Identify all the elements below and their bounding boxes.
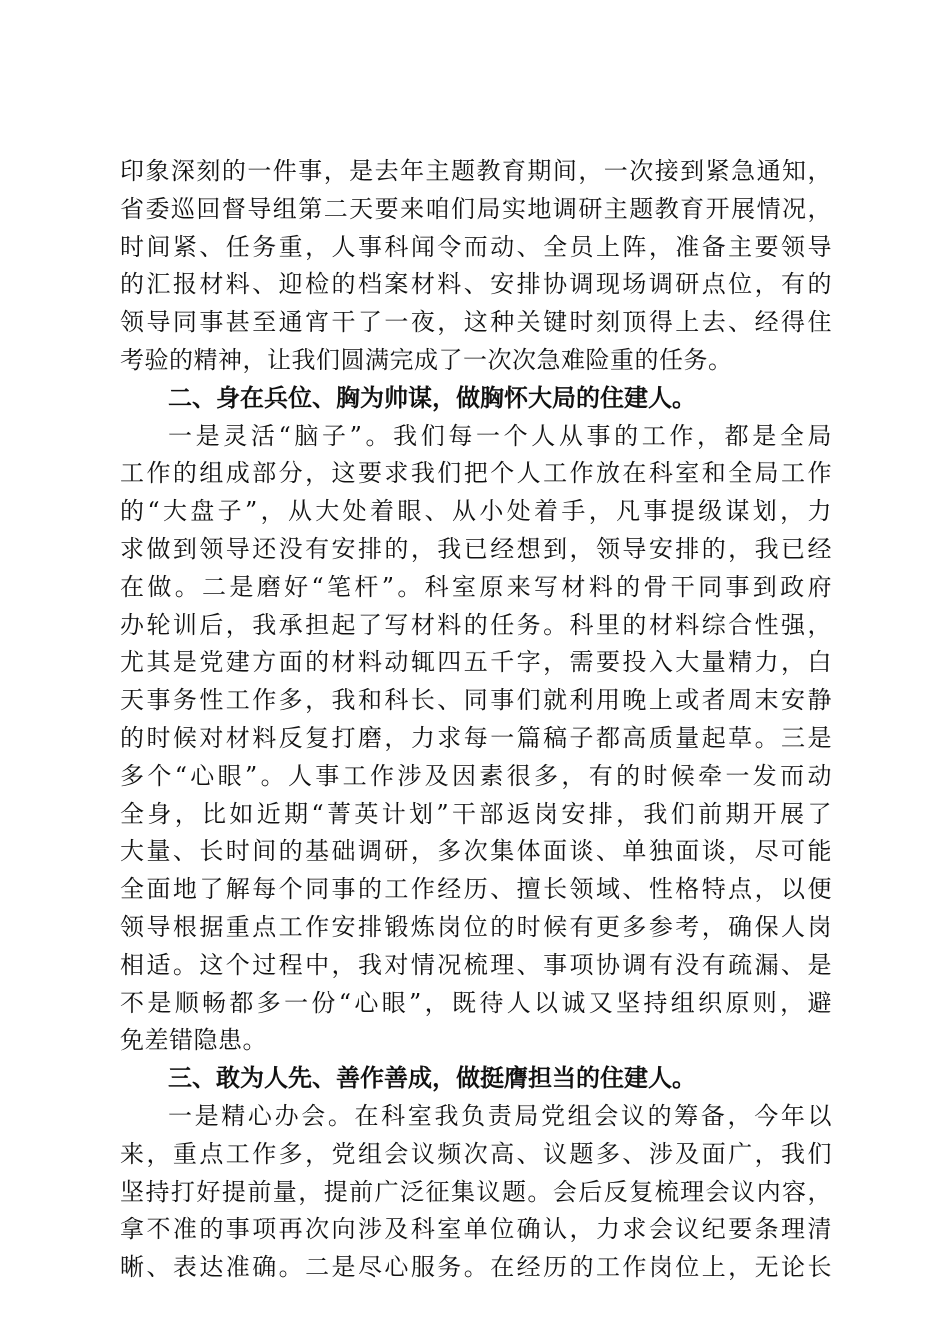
text-line: 时间紧、任务重，人事科闻令而动、全员上阵，准备主要领导 bbox=[120, 232, 832, 261]
text-line: 省委巡回督导组第二天要来咱们局实地调研主题教育开展情况， bbox=[120, 194, 832, 223]
text-line: 领导同事甚至通宵干了一夜，这种关键时刻顶得上去、经得住 bbox=[120, 308, 832, 337]
text-line: 在做。二是磨好“笔杆”。科室原来写材料的骨干同事到政府 bbox=[120, 572, 832, 601]
text-line: 坚持打好提前量，提前广泛征集议题。会后反复梳理会议内容， bbox=[120, 1177, 832, 1206]
text-line: 印象深刻的一件事，是去年主题教育期间，一次接到紧急通知， bbox=[120, 157, 832, 185]
text-line: 大量、长时间的基础调研，多次集体面谈、单独面谈，尽可能 bbox=[120, 837, 832, 866]
section-heading: 二、身在兵位、胸为帅谋，做胸怀大局的住建人。 bbox=[168, 383, 696, 412]
text-line: 领导根据重点工作安排锻炼岗位的时候有更多参考，确保人岗 bbox=[120, 912, 832, 941]
text-line: 办轮训后，我承担起了写材料的任务。科里的材料综合性强， bbox=[120, 610, 832, 639]
text-line: 晰、表达准确。二是尽心服务。在经历的工作岗位上，无论长 bbox=[120, 1253, 832, 1282]
text-line: 多个“心眼”。人事工作涉及因素很多，有的时候牵一发而动 bbox=[120, 761, 832, 790]
text-line: 工作的组成部分，这要求我们把个人工作放在科室和全局工作 bbox=[120, 459, 832, 488]
text-line: 的“大盘子”，从大处着眼、从小处着手，凡事提级谋划，力 bbox=[120, 497, 832, 526]
text-line: 相适。这个过程中，我对情况梳理、事项协调有没有疏漏、是 bbox=[120, 950, 832, 979]
text-line: 的汇报材料、迎检的档案材料、安排协调现场调研点位，有的 bbox=[120, 270, 832, 299]
text-line: 求做到领导还没有安排的，我已经想到，领导安排的，我已经 bbox=[120, 534, 832, 563]
text-line: 免差错隐患。 bbox=[120, 1026, 267, 1055]
text-line: 拿不准的事项再次向涉及科室单位确认，力求会议纪要条理清 bbox=[120, 1215, 832, 1244]
text-line: 一是精心办会。在科室我负责局党组会议的筹备，今年以 bbox=[168, 1101, 832, 1130]
text-line: 全身，比如近期“菁英计划”干部返岗安排，我们前期开展了 bbox=[120, 799, 832, 828]
text-line: 不是顺畅都多一份“心眼”，既待人以诚又坚持组织原则，避 bbox=[120, 988, 832, 1017]
text-line: 一是灵活“脑子”。我们每一个人从事的工作，都是全局 bbox=[168, 421, 832, 450]
document-body bbox=[120, 153, 832, 1287]
text-line: 天事务性工作多，我和科长、同事们就利用晚上或者周末安静 bbox=[120, 686, 832, 715]
text-line: 考验的精神，让我们圆满完成了一次次急难险重的任务。 bbox=[120, 345, 733, 374]
text-line: 来，重点工作多，党组会议频次高、议题多、涉及面广，我们 bbox=[120, 1139, 832, 1168]
section-heading: 三、敢为人先、善作善成，做挺膺担当的住建人。 bbox=[168, 1064, 696, 1093]
text-line: 全面地了解每个同事的工作经历、擅长领域、性格特点，以便 bbox=[120, 875, 832, 904]
text-line: 的时候对材料反复打磨，力求每一篇稿子都高质量起草。三是 bbox=[120, 723, 832, 752]
text-line: 尤其是党建方面的材料动辄四五千字，需要投入大量精力，白 bbox=[120, 648, 832, 677]
